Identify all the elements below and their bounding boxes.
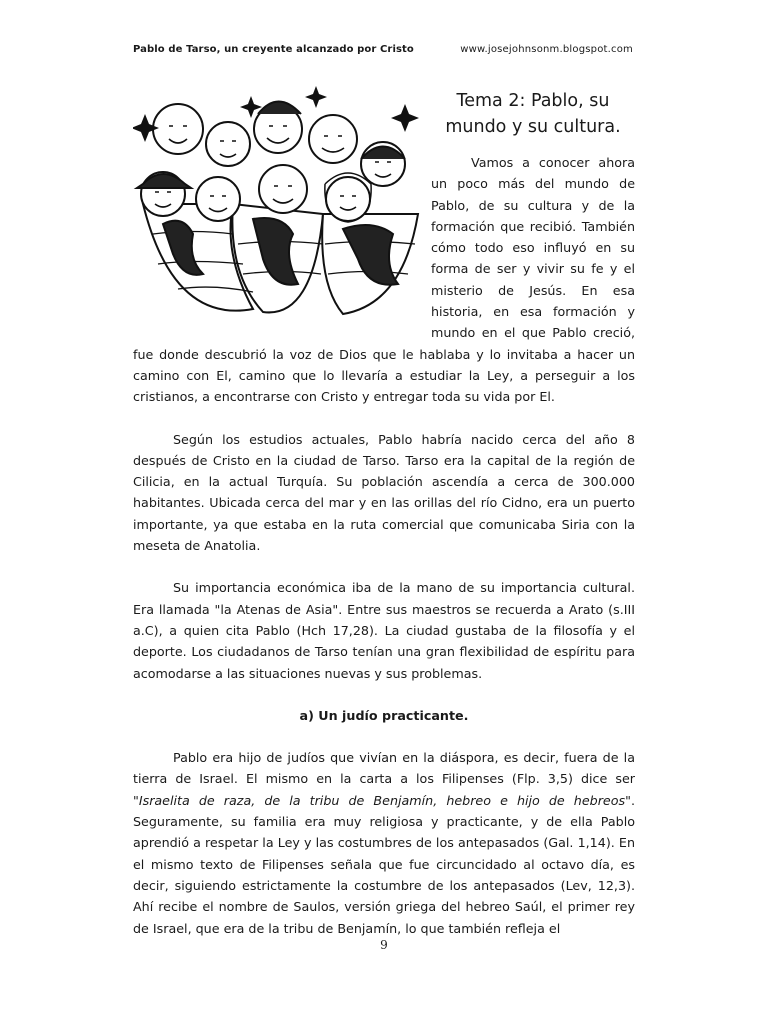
section-heading: a) Un judío practicante. bbox=[299, 707, 469, 723]
paragraph-quote: "Israelita de raza, de la tribu de Benjamín, hebreo e hijo de hebreos" bbox=[133, 792, 631, 808]
people-on-globe-icon bbox=[133, 84, 423, 320]
paragraph-culture: Su importancia económica iba de la mano de su importancia cultural. Era llamada "la Atenas de Asia". Entre sus maestros se recuerda a Arato (s.III a.C), a quien cita Pablo (Hch 17,28). La ciudad gustaba de la filosofía y el deporte. Los ciudadanos de Tarso tenían una gran flexibilidad de espíritu para acomodarse a las situaciones nuevas y sus problemas. bbox=[133, 580, 635, 681]
paragraph-intro: Vamos a conocer ahora un poco más del mundo de Pablo, de su cultura y de la formación que recibió. También cómo todo eso influyó en su forma de ser y vivir su fe y el misterio de Jesús. En esa historia, en esa formación y mundo en el que Pablo creció, fue donde descubrió la voz de Dios que le hablaba y lo invitaba a hacer un camino con El, camino que lo llevaría a estudiar la Ley, a perseguir a los cristianos, a encontrarse con Cristo y entregar toda su vida por El. bbox=[133, 155, 635, 405]
page-content bbox=[133, 84, 635, 939]
paragraph-tarso: Según los estudios actuales, Pablo habría nacido cerca del año 8 después de Cristo en la ciudad de Tarso. Tarso era la capital de la región de Cilicia, en la actual Turquía. Su población ascendía a cerca de 300.000 habitantes. Ubicada cerca del mar y en las orillas del río Cidno, era un puerto importante, ya que estaba en la ruta comercial que comunicaba Siria con la meseta de Anatolia. bbox=[133, 431, 635, 554]
paragraph-text-before-quote: Pablo era hijo de judíos que vivían en la diáspora, es decir, fuera de la tierra de Israel. El mismo en la carta a los Filipenses (Flp. 3,5) dice ser bbox=[133, 750, 635, 787]
title-line-1: Tema 2: Pablo, su bbox=[456, 91, 610, 111]
paragraph-text-after-quote: . Seguramente, su familia era muy religiosa y practicante, y de ella Pablo aprendió a respetar la Ley y las costumbres de los antepasados (Gal. 1,14). En el mismo texto de Filipenses señala que fue circuncidado al octavo día, es decir, siguiendo estrictamente la costumbre de los antepasados (Lev, 12,3). Ahí recibe el nombre de Saulos, versión griega del hebreo Saúl, el primer rey de Israel, que era de la tribu de Benjamín, lo que también refleja el bbox=[133, 792, 635, 936]
header-book-title: Pablo de Tarso, un creyente alcanzado por Cristo bbox=[133, 44, 414, 55]
paragraph-jewish-practice bbox=[133, 747, 635, 939]
page-header bbox=[133, 44, 633, 55]
title-line-2: mundo y su cultura. bbox=[445, 117, 621, 137]
header-website: www.josejohnsonm.blogspot.com bbox=[460, 44, 633, 55]
page-number: 9 bbox=[380, 938, 388, 952]
